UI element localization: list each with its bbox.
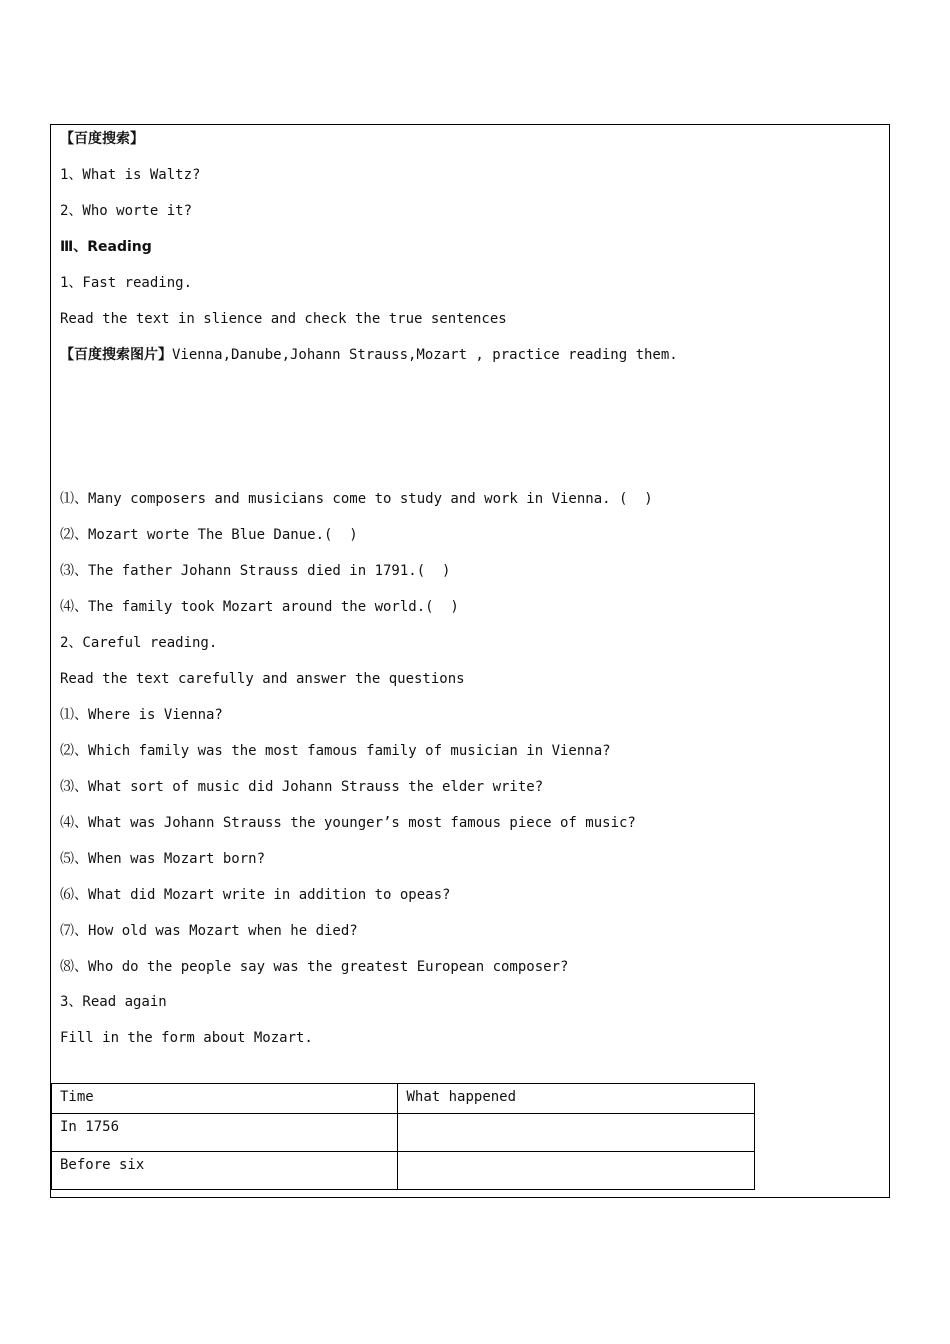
table-cell-what-happened[interactable]: [398, 1114, 755, 1152]
table-cell-what-happened[interactable]: [398, 1152, 755, 1190]
table-header-what-happened: What happened: [398, 1084, 755, 1114]
table-row: [52, 1152, 755, 1190]
table-cell-time: In 1756: [52, 1114, 398, 1152]
true-false-item: ⑷、The family took Mozart around the world.( ): [60, 599, 459, 615]
fast-reading-instruction: Read the text in slience and check the true sentences: [60, 311, 507, 327]
question-item: ⑻、Who do the people say was the greatest European composer?: [60, 959, 569, 975]
table-cell-time: Before six: [52, 1152, 398, 1190]
reading-heading: Ⅲ、Reading: [60, 239, 152, 255]
careful-reading-instruction: Read the text carefully and answer the questions: [60, 671, 465, 687]
question-item: ⑷、What was Johann Strauss the younger’s most famous piece of music?: [60, 815, 636, 831]
true-false-item: ⑴、Many composers and musicians come to study and work in Vienna. ( ): [60, 491, 653, 507]
question-item: ⑵、Which family was the most famous family of musician in Vienna?: [60, 743, 611, 759]
table-row: [52, 1114, 755, 1152]
read-again-title: 3、Read again: [60, 994, 167, 1010]
question-item: ⑹、What did Mozart write in addition to opeas?: [60, 887, 451, 903]
image-search-line: [60, 346, 678, 364]
question-item: ⑺、How old was Mozart when he died?: [60, 923, 358, 939]
mozart-form-table: [51, 1083, 755, 1190]
table-header-time: Time: [52, 1084, 398, 1114]
careful-reading-title: 2、Careful reading.: [60, 635, 218, 651]
read-again-instruction: Fill in the form about Mozart.: [60, 1030, 313, 1046]
question-item: ⑸、When was Mozart born?: [60, 851, 266, 867]
baidu-question-2: 2、Who worte it?: [60, 203, 193, 219]
question-item: ⑶、What sort of music did Johann Strauss the elder write?: [60, 779, 544, 795]
image-search-label: 【百度搜索图片】: [60, 347, 172, 363]
baidu-search-heading: 【百度搜索】: [60, 131, 144, 147]
true-false-item: ⑶、The father Johann Strauss died in 1791.( ): [60, 563, 451, 579]
worksheet-frame: [50, 124, 890, 1198]
image-search-text: Vienna,Danube,Johann Strauss,Mozart , practice reading them.: [172, 347, 678, 363]
baidu-question-1: 1、What is Waltz?: [60, 167, 201, 183]
true-false-item: ⑵、Mozart worte The Blue Danue.( ): [60, 527, 358, 543]
question-item: ⑴、Where is Vienna?: [60, 707, 223, 723]
fast-reading-title: 1、Fast reading.: [60, 275, 193, 291]
table-header-row: [52, 1084, 755, 1114]
